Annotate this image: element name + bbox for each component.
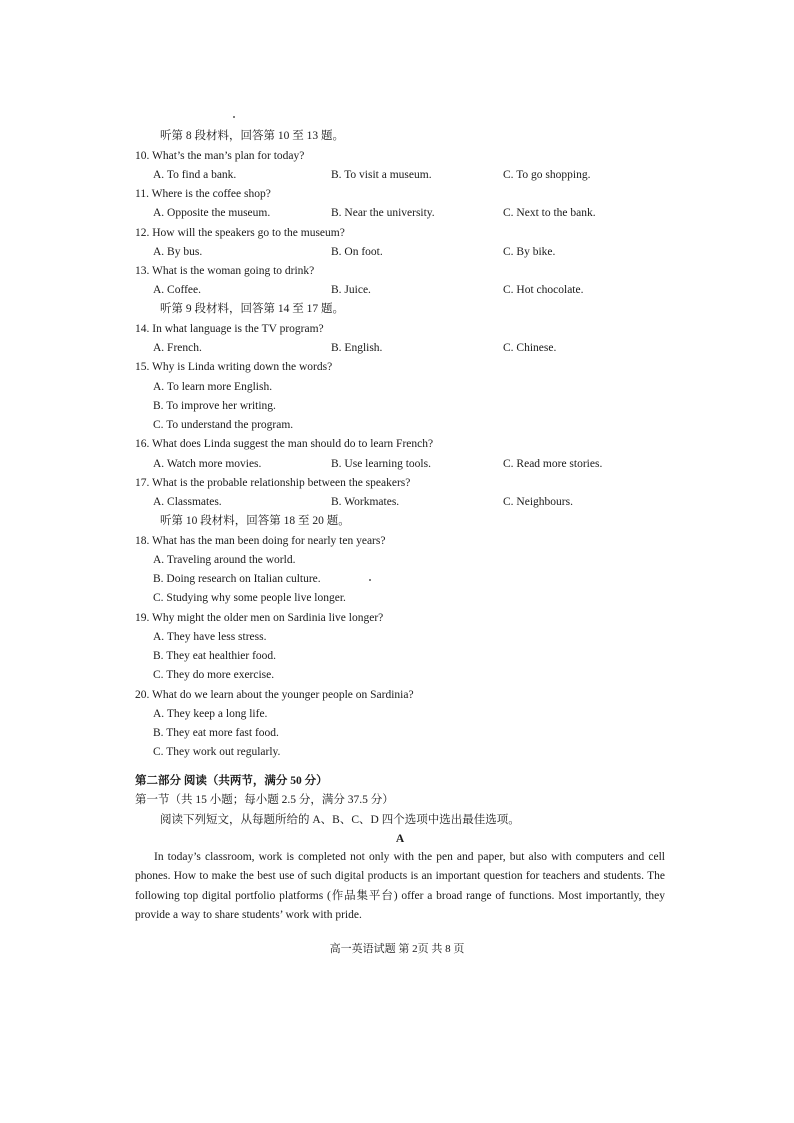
question-19-option-c: C. They do more exercise. [153, 669, 275, 681]
listening-instruction-9: 听第 9 段材料，回答第 14 至 17 题。 [160, 303, 344, 315]
question-13-option-b: B. Juice. [331, 284, 371, 296]
question-16-stem: 16. What does Linda suggest the man should do to learn French? [135, 438, 434, 450]
question-20-option-c: C. They work out regularly. [153, 746, 281, 758]
passage-a-paragraph: In today’s classroom, work is completed not only with the pen and paper, but also with computers and cell phones. How to make the best use of such digital products is an important question for teachers and students. The following top digital portfolio platforms (作品集平台) offer a broad range of functions. Most importantly, they provide a way to share students’ work with pride. [135, 851, 665, 921]
question-19-option-a: A. They have less stress. [153, 631, 267, 643]
question-10-option-c: C. To go shopping. [503, 169, 591, 181]
question-16-option-c: C. Read more stories. [503, 458, 603, 470]
question-10-option-b: B. To visit a museum. [331, 169, 432, 181]
question-20-stem: 20. What do we learn about the younger people on Sardinia? [135, 689, 414, 701]
question-12-option-c: C. By bike. [503, 246, 556, 258]
question-18-stem: 18. What has the man been doing for nearly ten years? [135, 535, 386, 547]
question-10-stem: 10. What’s the man’s plan for today? [135, 150, 305, 162]
reading-instruction: 阅读下列短文，从每题所给的 A、B、C、D 四个选项中选出最佳选项。 [160, 814, 520, 826]
question-14-option-b: B. English. [331, 342, 383, 354]
question-11-option-a: A. Opposite the museum. [153, 207, 271, 219]
question-11-stem: 11. Where is the coffee shop? [135, 188, 271, 200]
question-12-option-b: B. On foot. [331, 246, 383, 258]
question-18-option-c: C. Studying why some people live longer. [153, 592, 346, 604]
question-20-option-a: A. They keep a long life. [153, 708, 268, 720]
question-15-stem: 15. Why is Linda writing down the words? [135, 361, 333, 373]
question-14-option-c: C. Chinese. [503, 342, 557, 354]
question-15-option-a: A. To learn more English. [153, 381, 273, 393]
question-12-stem: 12. How will the speakers go to the museum? [135, 227, 345, 239]
question-18-option-b: B. Doing research on Italian culture. [153, 573, 321, 585]
question-17-option-b: B. Workmates. [331, 496, 400, 508]
question-14-option-a: A. French. [153, 342, 202, 354]
question-16-option-a: A. Watch more movies. [153, 458, 262, 470]
page-footer: 高一英语试题 第 2页 共 8 页 [329, 943, 465, 955]
question-11-option-c: C. Next to the bank. [503, 207, 596, 219]
question-18-option-a: A. Traveling around the world. [153, 554, 296, 566]
question-20-option-b: B. They eat more fast food. [153, 727, 279, 739]
question-19-option-b: B. They eat healthier food. [153, 650, 277, 662]
question-11-option-b: B. Near the university. [331, 207, 435, 219]
question-16-option-b: B. Use learning tools. [331, 458, 431, 470]
question-13-option-c: C. Hot chocolate. [503, 284, 584, 296]
scan-speck [369, 579, 371, 581]
question-17-stem: 17. What is the probable relationship between the speakers? [135, 477, 411, 489]
question-17-option-a: A. Classmates. [153, 496, 222, 508]
question-14-stem: 14. In what language is the TV program? [135, 323, 324, 335]
listening-instruction-10: 听第 10 段材料，回答第 18 至 20 题。 [160, 515, 350, 527]
passage-label: A [395, 833, 405, 845]
question-15-option-c: C. To understand the program. [153, 419, 294, 431]
reading-part-title: 第二部分 阅读（共两节，满分 50 分） [135, 775, 328, 787]
reading-section-title: 第一节（共 15 小题；每小题 2.5 分，满分 37.5 分） [135, 794, 394, 806]
question-15-option-b: B. To improve her writing. [153, 400, 276, 412]
question-13-option-a: A. Coffee. [153, 284, 202, 296]
listening-instruction-8: 听第 8 段材料，回答第 10 至 13 题。 [160, 130, 344, 142]
question-10-option-a: A. To find a bank. [153, 169, 237, 181]
scan-speck [233, 116, 235, 118]
question-13-stem: 13. What is the woman going to drink? [135, 265, 315, 277]
question-17-option-c: C. Neighbours. [503, 496, 573, 508]
question-12-option-a: A. By bus. [153, 246, 203, 258]
question-19-stem: 19. Why might the older men on Sardinia live longer? [135, 612, 384, 624]
